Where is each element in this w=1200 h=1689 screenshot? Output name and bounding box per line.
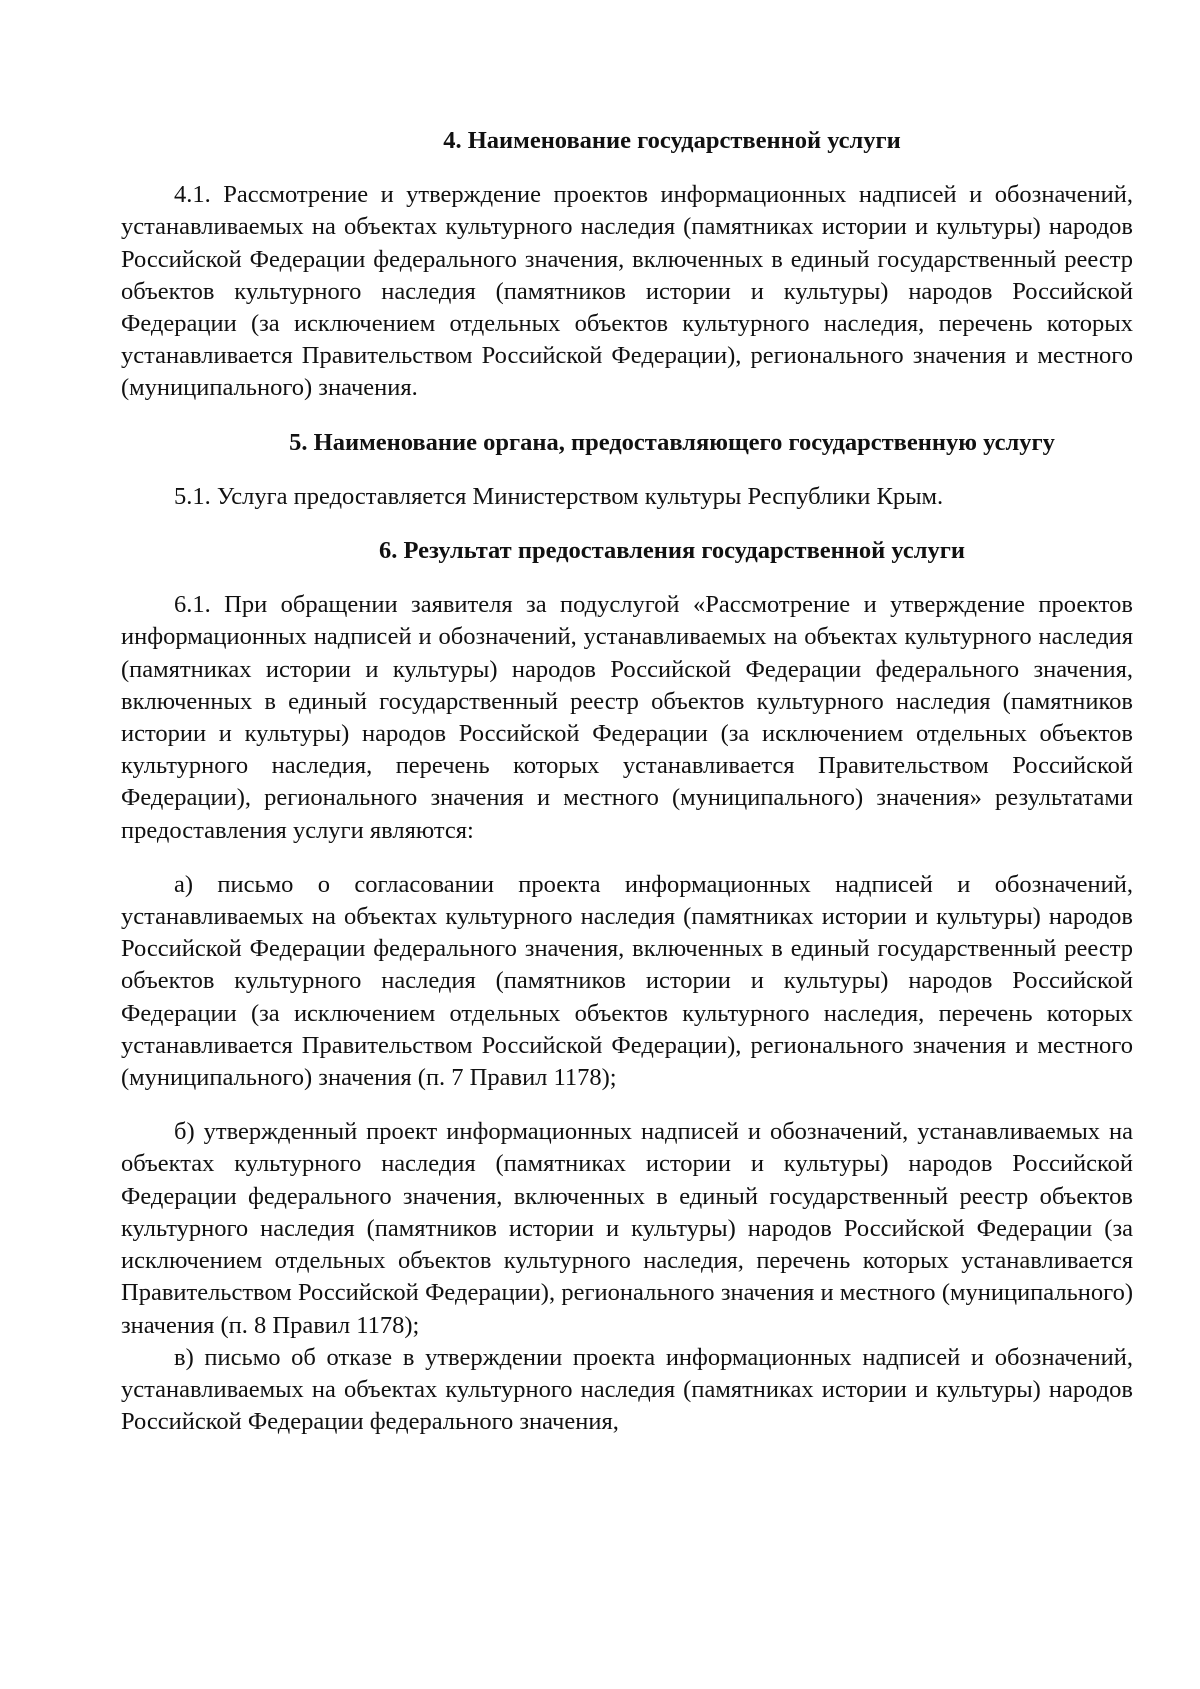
paragraph-5-1: 5.1. Услуга предоставляется Министерством культуры Республики Крым.: [174, 482, 944, 510]
list-item-a: а) письмо о согласовании проекта информационных надписей и обозначений, устанавливаемых на объектах культурного наследия (памятниках истории и культуры) народов Российской Федерации федерального значения, включенных в единый государственный реестр объектов культурного наследия (памятников истории и культуры) народов Российской Федерации (за исключением отдельных объектов культурного наследия, перечень которых устанавливается Правительством Российской Федерации), регионального значения и местного (муниципального) значения (п. 7 Правил 1178);: [121, 870, 1133, 1092]
list-item-v: в) письмо об отказе в утверждении проекта информационных надписей и обозначений, устанавливаемых на объектах культурного наследия (памятниках истории и культуры) народов Российской Федерации федерального значения,: [121, 1343, 1133, 1436]
section-4-heading: 4. Наименование государственной услуги: [443, 127, 901, 154]
list-item-b: б) утвержденный проект информационных надписей и обозначений, устанавливаемых на объектах культурного наследия (памятниках истории и культуры) народов Российской Федерации федерального значения, включенных в единый государственный реестр объектов культурного наследия (памятников истории и культуры) народов Российской Федерации (за исключением отдельных объектов культурного наследия, перечень которых устанавливается Правительством Российской Федерации), регионального значения и местного (муниципального) значения (п. 8 Правил 1178);: [121, 1118, 1133, 1339]
section-5-heading: 5. Наименование органа, предоставляющего государственную услугу: [289, 428, 1055, 456]
paragraph-4-1: 4.1. Рассмотрение и утверждение проектов информационных надписей и обозначений, устанавливаемых на объектах культурного наследия (памятниках истории и культуры) народов Российской Федерации федерального значения, включенных в единый государственный реестр объектов культурного наследия (памятников истории и культуры) народов Российской Федерации (за исключением отдельных объектов культурного наследия, перечень которых устанавливается Правительством Российской Федерации), регионального значения и местного (муниципального) значения.: [121, 181, 1133, 402]
paragraph-6-1: 6.1. При обращении заявителя за подуслугой «Рассмотрение и утверждение проектов информационных надписей и обозначений, устанавливаемых на объектах культурного наследия (памятниках истории и культуры) народов Российской Федерации федерального значения, включенных в единый государственный реестр объектов культурного наследия (памятников истории и культуры) народов Российской Федерации (за исключением отдельных объектов культурного наследия, перечень которых устанавливается Правительством Российской Федерации), регионального значения и местного (муниципального) значения» результатами предоставления услуги являются:: [121, 591, 1133, 844]
document-page: [121, 125, 1133, 1438]
section-6-heading: 6. Результат предоставления государственной услуги: [378, 537, 966, 565]
